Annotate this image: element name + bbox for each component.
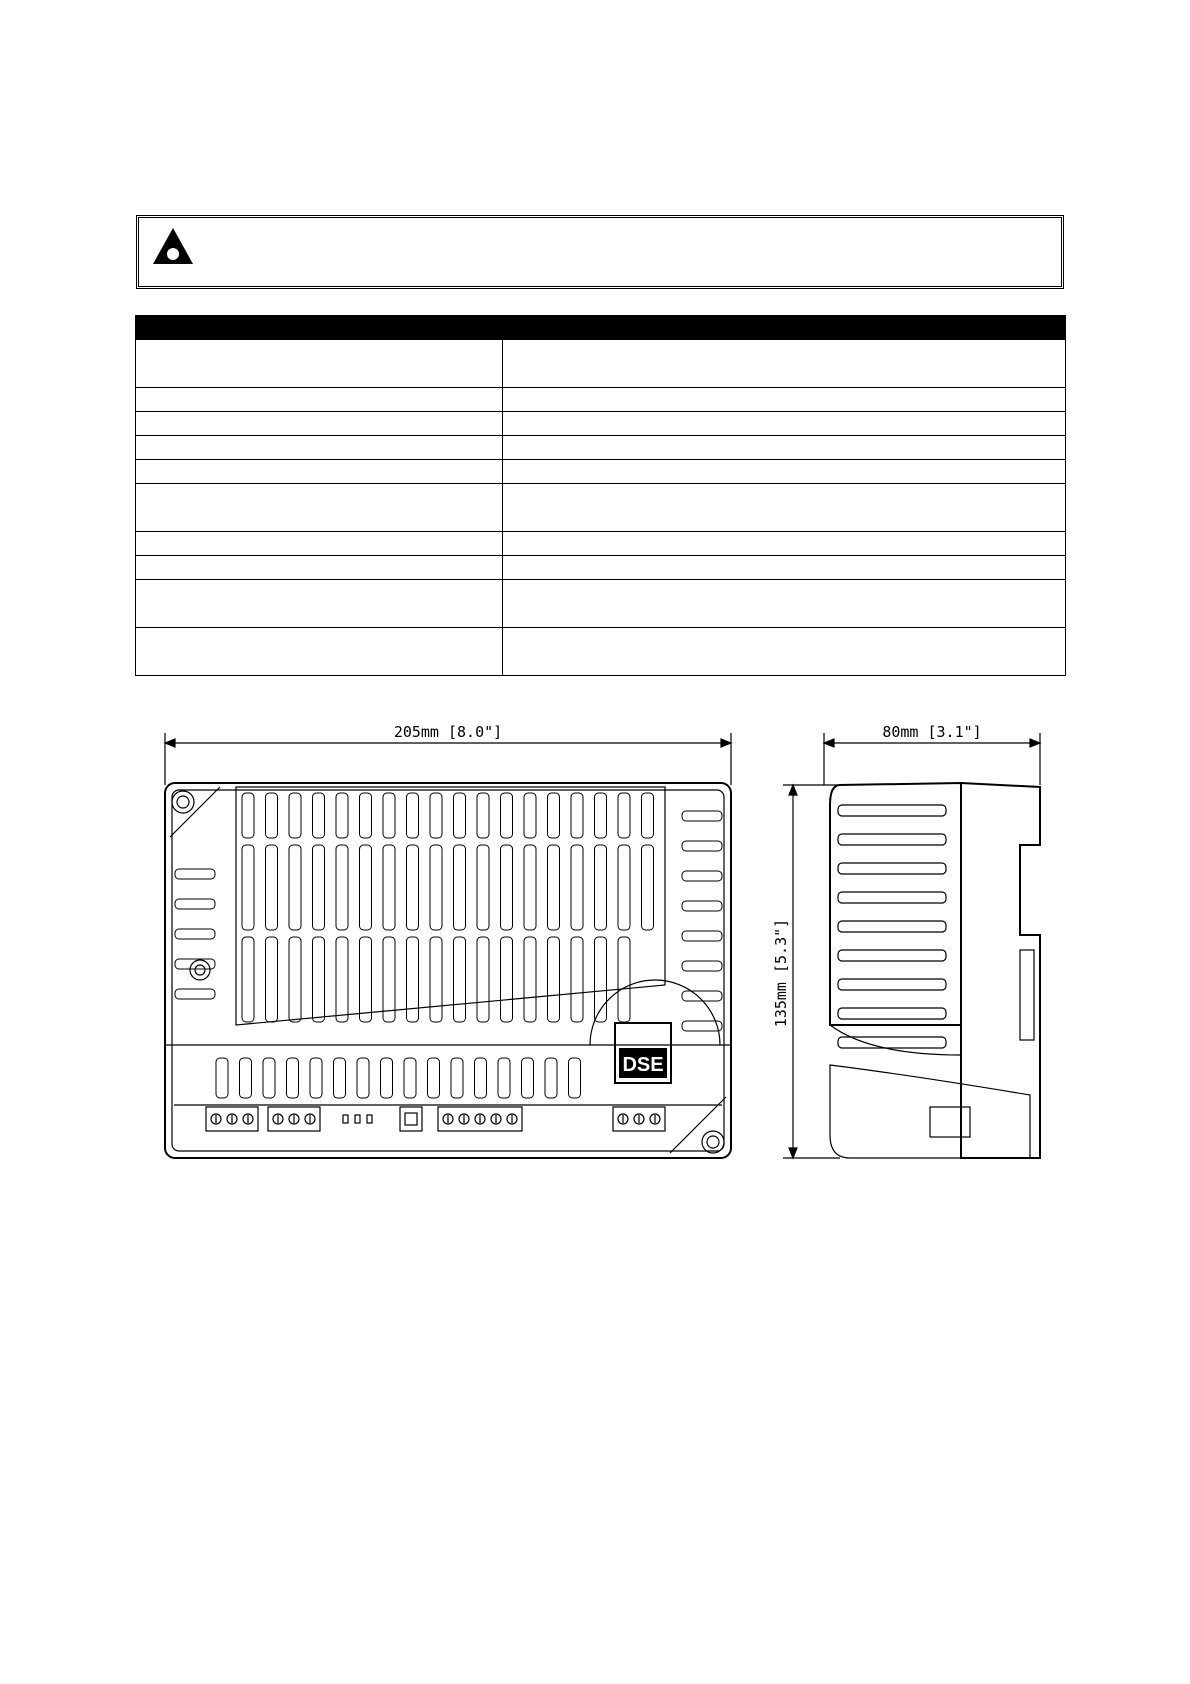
spec-table	[135, 315, 1066, 676]
side-width-dimension: 80mm [3.1"]	[882, 725, 982, 741]
spec-header-value	[503, 316, 1066, 340]
spec-cell-value	[503, 556, 1066, 580]
spec-header-param	[136, 316, 503, 340]
spec-table-row	[136, 532, 1066, 556]
dse-logo-text: DSE	[622, 1054, 664, 1076]
spec-cell-value	[503, 436, 1066, 460]
spec-table-row	[136, 412, 1066, 436]
spec-cell-param	[136, 484, 503, 532]
spec-table-row	[136, 580, 1066, 628]
spec-cell-value	[503, 628, 1066, 676]
warning-triangle-icon	[151, 226, 195, 266]
spec-table-row	[136, 388, 1066, 412]
height-dimension: 135mm [5.3"]	[772, 918, 790, 1028]
spec-table-header	[136, 316, 1066, 340]
spec-cell-value	[503, 388, 1066, 412]
spec-cell-param	[136, 580, 503, 628]
warning-box	[136, 215, 1064, 289]
spec-cell-param	[136, 412, 503, 436]
spec-cell-value	[503, 580, 1066, 628]
spec-table-row	[136, 460, 1066, 484]
spec-table-row	[136, 436, 1066, 460]
spec-cell-value	[503, 412, 1066, 436]
spec-table-row	[136, 340, 1066, 388]
spec-cell-value	[503, 340, 1066, 388]
spec-cell-param	[136, 532, 503, 556]
spec-cell-param	[136, 556, 503, 580]
spec-cell-param	[136, 628, 503, 676]
spec-cell-value	[503, 460, 1066, 484]
front-width-dimension: 205mm [8.0"]	[393, 725, 503, 741]
spec-cell-value	[503, 532, 1066, 556]
spec-table-row	[136, 628, 1066, 676]
enclosure-dimension-drawing	[150, 725, 1050, 1175]
spec-cell-param	[136, 388, 503, 412]
spec-cell-param	[136, 460, 503, 484]
spec-table-row	[136, 556, 1066, 580]
spec-cell-param	[136, 436, 503, 460]
dse-logo	[615, 1023, 671, 1083]
spec-cell-param	[136, 340, 503, 388]
spec-cell-value	[503, 484, 1066, 532]
spec-table-row	[136, 484, 1066, 532]
